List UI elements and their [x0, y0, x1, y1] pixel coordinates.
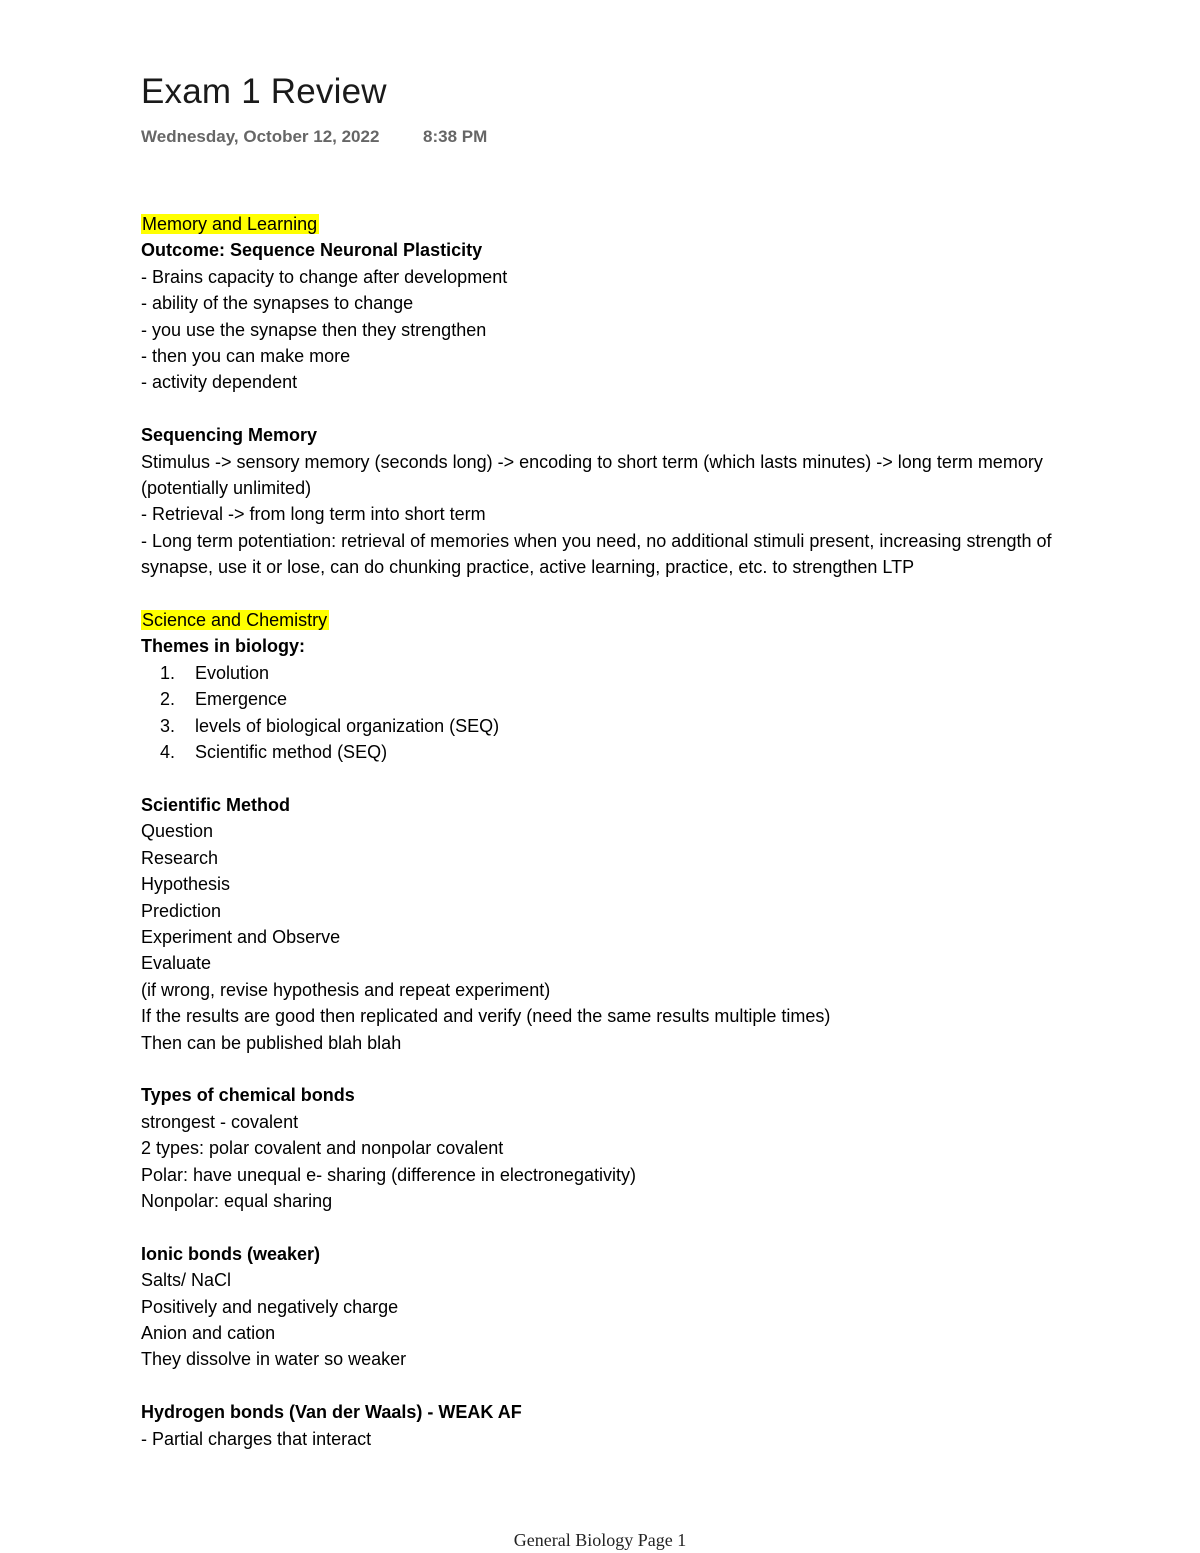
subheading-themes: Themes in biology: [141, 636, 306, 657]
subheading-chemical-bonds: Types of chemical bonds [141, 1085, 355, 1106]
bonds-line: 2 types: polar covalent and nonpolar covalent [141, 1138, 504, 1159]
section-heading-memory: Memory and Learning [142, 214, 318, 234]
list-item-text: Evolution [195, 662, 270, 683]
method-line: Then can be published blah blah [141, 1032, 402, 1053]
list-item-text: Scientific method (SEQ) [195, 742, 388, 763]
note-date: Wednesday, October 12, 2022 [141, 127, 380, 146]
list-number: 3. [160, 715, 176, 736]
note-time: 8:38 PM [423, 127, 488, 146]
method-line: (if wrong, revise hypothesis and repeat experiment) [141, 979, 551, 1000]
memory-bullet: - ability of the synapses to change [141, 293, 414, 314]
list-number: 1. [160, 662, 176, 683]
hydrogen-line: - Partial charges that interact [141, 1428, 372, 1449]
memory-bullet: - activity dependent [141, 372, 298, 393]
method-line: Prediction [141, 900, 222, 921]
list-item [141, 739, 1066, 765]
sequencing-line: Stimulus -> sensory memory (seconds long) -> encoding to short term (which lasts minutes) -> long term memory (potentially unlimited) [141, 451, 1043, 499]
subheading-ionic-bonds: Ionic bonds (weaker) [141, 1243, 321, 1264]
memory-bullet: - Brains capacity to change after development [141, 266, 508, 287]
ionic-line: Salts/ NaCl [141, 1270, 232, 1291]
page-title: Exam 1 Review [141, 72, 387, 111]
list-item-text: Emergence [195, 689, 288, 710]
bonds-line: Polar: have unequal e- sharing (difference in electronegativity) [141, 1164, 636, 1185]
method-line: Question [141, 821, 214, 842]
list-item-text: levels of biological organization (SEQ) [195, 715, 500, 736]
list-item [141, 713, 1066, 739]
ionic-line: They dissolve in water so weaker [141, 1349, 407, 1370]
note-body [141, 211, 1066, 1452]
subheading-hydrogen-bonds: Hydrogen bonds (Van der Waals) - WEAK AF [141, 1402, 522, 1423]
bonds-line: Nonpolar: equal sharing [141, 1190, 333, 1211]
sequencing-line: - Retrieval -> from long term into short term [141, 504, 486, 525]
method-line: Experiment and Observe [141, 926, 341, 947]
sequencing-line: - Long term potentiation: retrieval of memories when you need, no additional stimuli present, increasing strength of synapse, use it or lose, can do chunking practice, active learning, practice, etc. to strengthen LTP [141, 530, 1052, 578]
memory-bullet: - then you can make more [141, 346, 351, 367]
method-line: Research [141, 847, 219, 868]
method-line: If the results are good then replicated and verify (need the same results multiple times) [141, 1006, 831, 1027]
subheading-sequencing-memory: Sequencing Memory [141, 425, 318, 446]
list-item [141, 686, 1066, 712]
method-line: Evaluate [141, 953, 212, 974]
list-number: 2. [160, 689, 176, 710]
bonds-line: strongest - covalent [141, 1111, 299, 1132]
method-line: Hypothesis [141, 874, 231, 895]
memory-bullet: - you use the synapse then they strengthen [141, 319, 487, 340]
outcome-line: Outcome: Sequence Neuronal Plasticity [141, 240, 483, 261]
list-item [141, 660, 1066, 686]
section-heading-science: Science and Chemistry [142, 610, 328, 631]
list-number: 4. [160, 742, 176, 763]
page-footer: General Biology Page 1 [513, 1530, 687, 1550]
ionic-line: Anion and cation [141, 1322, 276, 1343]
ionic-line: Positively and negatively charge [141, 1296, 399, 1317]
subheading-scientific-method: Scientific Method [141, 794, 291, 815]
